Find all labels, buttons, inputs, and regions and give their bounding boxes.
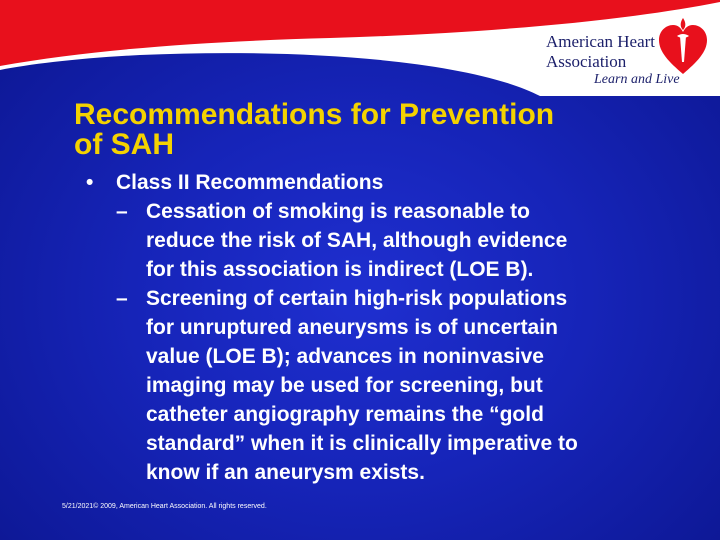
dash-marker: – — [116, 200, 128, 223]
slide-title-line1: Recommendations for Prevention — [74, 98, 555, 131]
heading-text: Class II Recommendations — [116, 171, 384, 194]
footer-copyright: 5/21/2021© 2009, American Heart Association. All rights reserved. — [62, 503, 267, 510]
logo-org-line1: American Heart — [546, 32, 656, 51]
item-line: Screening of certain high-risk populations — [146, 287, 568, 310]
heart-torch-logo-icon — [655, 16, 711, 80]
item-line: standard” when it is clinically imperative to — [146, 432, 578, 455]
bullet-heading — [86, 168, 706, 197]
item-line: imaging may be used for screening, but — [146, 374, 543, 397]
dash-marker: – — [116, 287, 128, 310]
item-line: Cessation of smoking is reasonable to — [146, 200, 530, 223]
sub-item-screening — [86, 284, 706, 487]
logo-org-line2: Association — [546, 52, 627, 71]
item-line: reduce the risk of SAH, although evidence — [146, 229, 568, 252]
logo-tagline: Learn and Live — [594, 72, 680, 87]
item-line: catheter angiography remains the “gold — [146, 403, 544, 426]
slide-title-line2: of SAH — [74, 128, 174, 161]
item-line: value (LOE B); advances in noninvasive — [146, 345, 544, 368]
item-line: for this association is indirect (LOE B). — [146, 258, 534, 281]
sub-item-smoking — [86, 197, 706, 284]
item-line: know if an aneurysm exists. — [146, 461, 425, 484]
slide-body — [86, 168, 706, 487]
item-line: for unruptured aneurysms is of uncertain — [146, 316, 558, 339]
slide-title — [74, 100, 674, 160]
bullet-marker: • — [86, 171, 94, 194]
